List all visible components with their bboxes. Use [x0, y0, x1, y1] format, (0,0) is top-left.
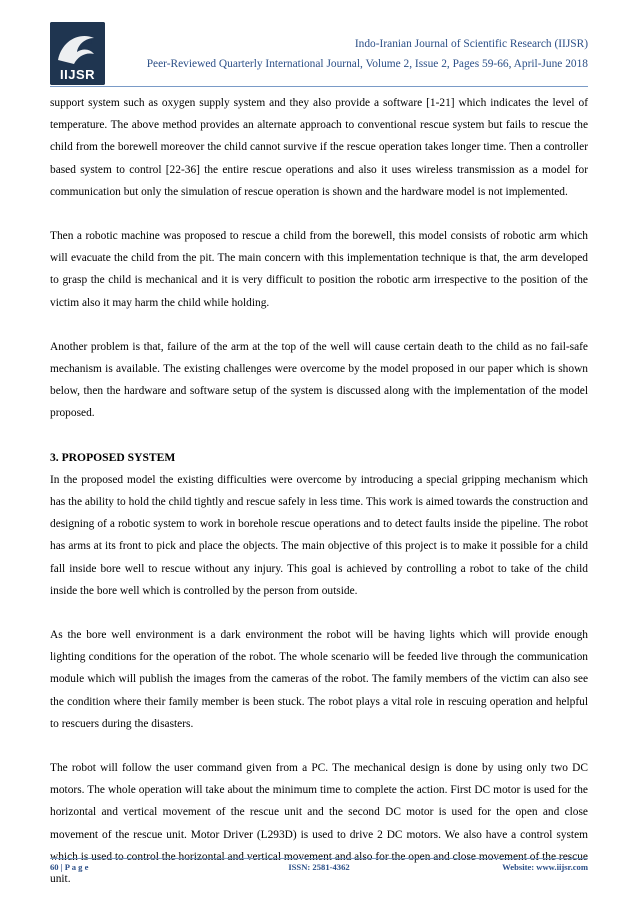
- paragraph: Then a robotic machine was proposed to rescue a child from the borewell, this model consists of robotic arm which will evacuate the child from the pit. The main concern with this implementation technique is that, the arm developed to grasp the child is mechanical and it is very difficult to position the robotic arm irrespective to the position of the victim also it may harm the child while holding.: [50, 230, 588, 309]
- page-footer: [50, 862, 588, 876]
- paragraph: The robot will follow the user command given from a PC. The mechanical design is done by using only two DC motors. The whole operation will take about the minimum time to complete the action. First DC motor is used for the horizontal and vertical movement of the rescue unit and the second DC motor is used for the open and close movement of the rescue unit. Motor Driver (L293D) is used to drive 2 DC motors. We also have a control system which is used to control the horizontal and vertical movement and also for the open and close movement of the rescue unit.: [50, 762, 588, 886]
- paragraph: Another problem is that, failure of the arm at the top of the well will cause certain death to the child as no fail-safe mechanism is available. The existing challenges were overcome by the model proposed in our paper which is shown below, then the hardware and software setup of the system is discussed along with the implementation of the model proposed.: [50, 340, 588, 420]
- journal-logo: [50, 22, 105, 85]
- paragraph: support system such as oxygen supply system and they also provide a software [1-21] which indicates the level of temperature. The above method provides an alternate approach to conventional rescue system but fails to rescue the child from the borewell moreover the child cannot survive if the rescue operation takes longer time. Then a controller based system to control [22-36] the entire rescue operations and also it uses wireless transmission as a model for communication but only the simulation of rescue operation is shown and the hardware model is not implemented.: [50, 97, 588, 198]
- section-heading: 3. PROPOSED SYSTEM: [50, 450, 176, 464]
- issn: ISSN: 2581-4362: [288, 862, 350, 872]
- footer-divider: [50, 858, 588, 859]
- article-body: [50, 92, 588, 890]
- paragraph: In the proposed model the existing difficulties were overcome by introducing a special gripping mechanism which has the ability to hold the child tightly and rescue safely in less time. This work is aimed towards the construction and designing of a robotic system to work in borehole rescue operations and to detect faults inside the pipeline. The robot has arms at its front to pick and place the objects. The main objective of this project is to make it possible for a child fall inside bore well to rescue without any injury. This goal is achieved by controlling a robot to take of the child inside the bore well which is controlled by the person from outside.: [50, 473, 588, 597]
- website-link[interactable]: Website: www.iijsr.com: [502, 862, 588, 872]
- journal-details: Peer-Reviewed Quarterly International Journal, Volume 2, Issue 2, Pages 59-66, April-June 2018: [146, 58, 588, 70]
- page-number: 60 | P a g e: [50, 862, 89, 872]
- logo-text: IIJSR: [59, 67, 95, 82]
- paragraph: As the bore well environment is a dark environment the robot will be having lights which will provide enough lighting conditions for the operation of the robot. The whole scenario will be feeded live through the communication module which will publish the images from the cameras of the robot. The family members of the victim can also see the condition where their family member is been stuck. The robot plays a vital role in rescuing operation and helpful to rescuers during the disasters.: [50, 629, 588, 730]
- journal-title: Indo-Iranian Journal of Scientific Research (IIJSR): [354, 38, 588, 50]
- header-divider: [50, 86, 588, 87]
- journal-header: [147, 34, 588, 74]
